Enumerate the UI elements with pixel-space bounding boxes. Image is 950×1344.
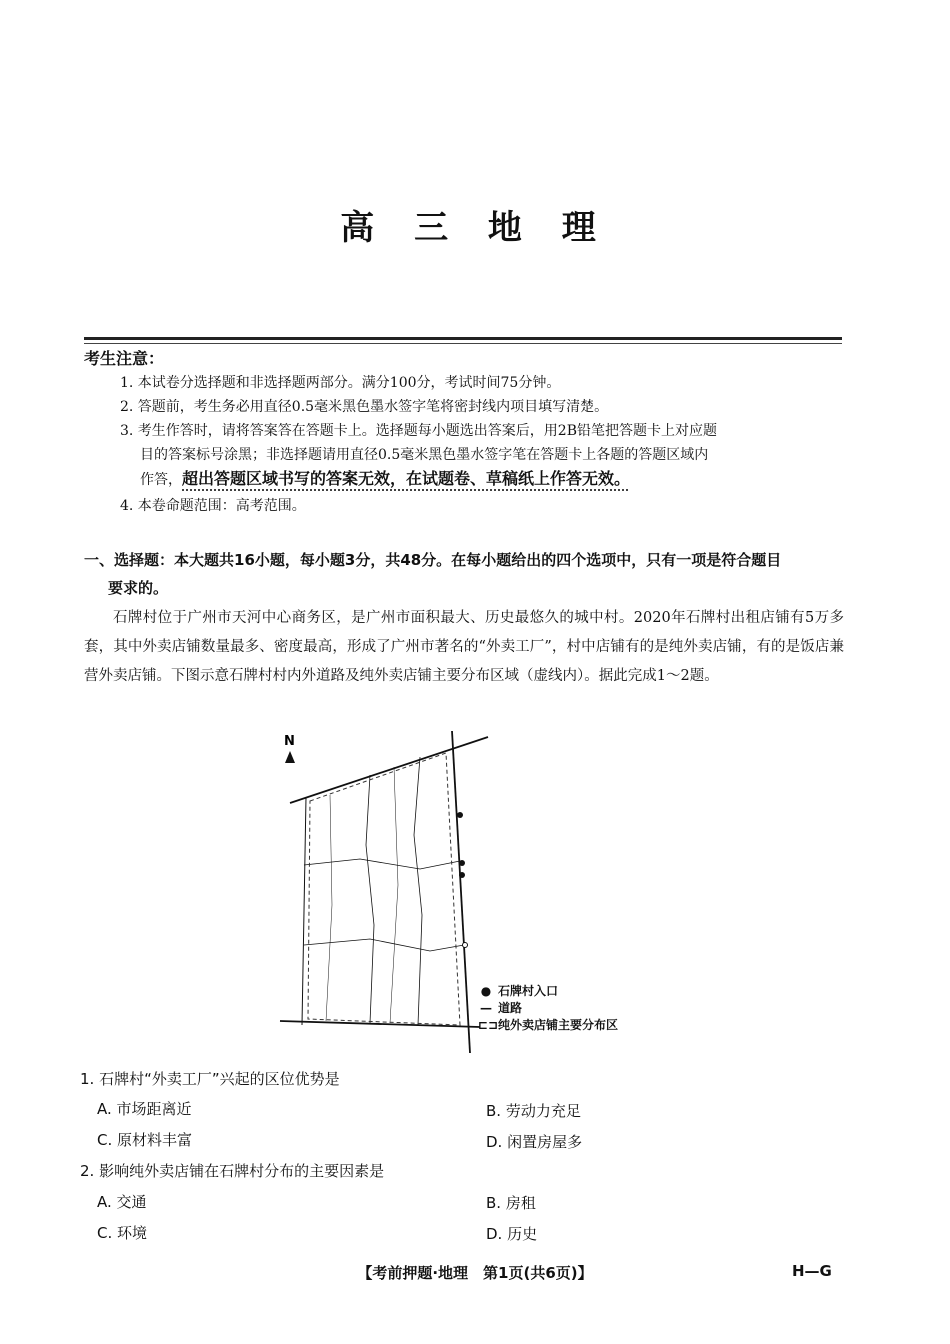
legend-entrance-symbol: ● — [480, 984, 492, 998]
header-divider-thick — [84, 337, 842, 340]
notice-3-lead: 作答， — [140, 472, 182, 488]
entrance-marker — [459, 872, 465, 878]
question-2-option-a: A. 交通 — [97, 1193, 147, 1211]
notice-3: 3. 考生作答时，请将答案答在答题卡上。选择题每小题选出答案后，用2B铅笔把答题卡上对应题 — [120, 423, 718, 439]
legend-area-label: 纯外卖店铺主要分布区 — [498, 1018, 619, 1032]
notice-1: 1. 本试卷分选择题和非选择题两部分。满分100分，考试时间75分钟。 — [120, 375, 561, 391]
section-heading-line2: 要求的。 — [108, 579, 169, 597]
road-inner-1 — [366, 775, 374, 1023]
notice-heading: 考生注意： — [84, 349, 165, 368]
north-label: N — [284, 734, 295, 749]
question-2-option-c: C. 环境 — [97, 1224, 148, 1242]
question-2-option-b: B. 房租 — [486, 1194, 536, 1212]
entrance-marker — [457, 812, 463, 818]
north-arrow — [284, 734, 295, 763]
question-intro: 石牌村位于广州市天河中心商务区，是广州市面积最大、历史最悠久的城中村。2020年石牌村出租店铺有5万多套，其中外卖店铺数量最多、密度最高，形成了广州市著名的“外卖工厂”，村中店铺有的是纯外卖店铺，有的是饭店兼营外卖店铺。下图示意石牌村村内外道路及纯外卖店铺主要分布区域（虚线内）。据此完成1～2题。 — [84, 610, 844, 684]
road-inner-6 — [390, 767, 398, 1023]
question-1-option-a: A. 市场距离近 — [97, 1100, 192, 1118]
page-footer: 【考前押题·地理 第1页(共6页)】 — [357, 1264, 593, 1282]
road-north — [290, 737, 488, 803]
notice-3-cont2 — [140, 467, 842, 492]
road-west — [302, 797, 306, 1025]
roads — [280, 731, 488, 1053]
road-inner-2 — [414, 757, 422, 1025]
map-legend — [478, 983, 618, 1034]
question-1-option-b: B. 劳动力充足 — [486, 1102, 581, 1120]
question-2-stem: 2. 影响纯外卖店铺在石牌村分布的主要因素是 — [80, 1162, 385, 1180]
question-1-option-c: C. 原材料丰富 — [97, 1131, 193, 1149]
road-inner-3 — [304, 859, 460, 869]
road-inner-5 — [326, 795, 332, 1021]
question-1-option-d: D. 闲置房屋多 — [486, 1133, 583, 1151]
notice-4: 4. 本卷命题范围：高考范围。 — [120, 498, 306, 514]
paper-title: 高 三 地 理 — [340, 208, 610, 248]
legend-road-symbol: — — [480, 1001, 492, 1015]
legend-area — [478, 1017, 618, 1034]
road-inner-4 — [304, 939, 464, 951]
notice-3-emphasis: 超出答题区域书写的答案无效，在试题卷、草稿纸上作答无效。 — [182, 469, 631, 488]
notice-2: 2. 答题前，考生务必用直径0.5毫米黑色墨水签字笔将密封线内项目填写清楚。 — [120, 399, 609, 415]
road-east — [452, 731, 470, 1053]
legend-road-label: 道路 — [498, 1001, 523, 1015]
paper-code: H—G — [792, 1262, 832, 1280]
header-divider-thin — [84, 343, 842, 344]
legend-road — [478, 1000, 618, 1017]
section-heading — [84, 546, 844, 602]
entrance-marker — [459, 860, 465, 866]
section-heading-line1: 一、选择题：本大题共16小题，每小题3分，共48分。在每小题给出的四个选项中，只有一项是符合题目 — [84, 551, 782, 569]
delivery-shop-area — [308, 753, 460, 1025]
legend-entrance — [478, 983, 618, 1000]
legend-area-symbol: ⊏⊐ — [478, 1018, 499, 1032]
question-2-option-d: D. 历史 — [486, 1225, 538, 1243]
notice-3-cont: 目的答案标号涂黑；非选择题请用直径0.5毫米黑色墨水签字笔在答题卡上各题的答题区域内 — [140, 447, 709, 463]
question-1-stem: 1. 石牌村“外卖工厂”兴起的区位优势是 — [80, 1070, 340, 1088]
legend-entrance-label: 石牌村入口 — [498, 984, 559, 998]
entrance-marker — [463, 943, 468, 948]
north-arrow-icon — [285, 751, 295, 763]
road-south — [280, 1021, 480, 1027]
